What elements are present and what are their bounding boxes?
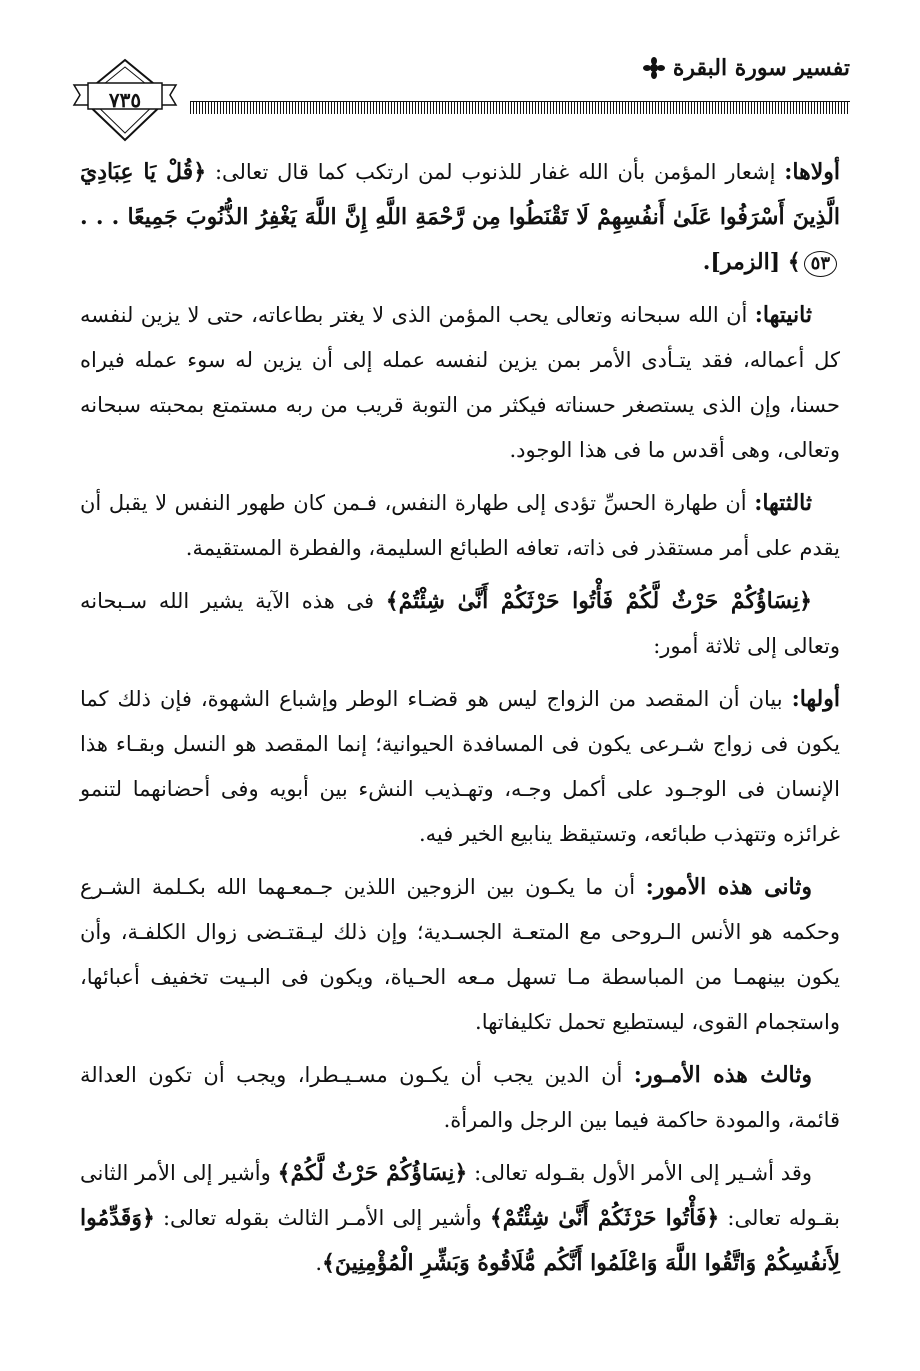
paragraph-matter-two <box>80 865 840 1045</box>
page-number: ٧٣٥ <box>108 88 142 112</box>
paragraph-lead: ثالثتها: <box>754 490 812 516</box>
quran-verse: ﴿فَأْتُوا حَرْثَكُمْ أَنَّىٰ شِئْتُمْ﴾ <box>489 1205 720 1231</box>
paragraph-text: أن الدين يجب أن يكـون مسـيـطرا، ويجب أن تكون العدالة قائمة، والمودة حاكمة فيما بين الرجل والمرأة. <box>80 1063 840 1132</box>
paragraph-lead: وثالث هذه الأمـور: <box>633 1062 813 1088</box>
quran-verse: ﴿نِسَاؤُكُمْ حَرْثٌ لَّكُمْ فَأْتُوا حَرْثَكُمْ أَنَّىٰ شِئْتُمْ﴾ <box>385 588 812 614</box>
quran-verse: ﴿قُلْ يَا عِبَادِيَ الَّذِينَ أَسْرَفُوا عَلَىٰ أَنفُسِهِمْ لَا تَقْنَطُوا مِن رَّحْمَةِ اللَّهِ إِنَّ اللَّهَ يَغْفِرُ الذُّنُوبَ جَمِيعًا . . . <box>80 159 840 230</box>
paragraph-text: وأشير إلى الأمـر الثالث بقوله تعالى: <box>154 1206 490 1230</box>
paragraph-text: أن ما يكـون بين الزوجين اللذين جـمعـهما الله بكـلمة الشـرع وحكمه هو الأنس الـروحى مع المتعـة الجسـدية؛ وإن ذلك ليـقتـضى زوال الكلفـة، وأن يكون بينهمـا من المباسطة مـا تسهل مـعه الحـياة، ويكون فى البـيت تخفيف أعبائها، واستجمام القوى، ليستطيع تحمل تكليفاتها. <box>80 875 840 1034</box>
paragraph-matter-one <box>80 677 840 857</box>
paragraph-text: فى هذه الآية يشير الله سـبحانه وتعالى إلى ثلاثة أمور: <box>80 589 840 658</box>
paragraph-lead: أولها: <box>791 686 840 712</box>
paragraph-summary <box>80 1151 840 1286</box>
page-number-badge <box>70 55 180 145</box>
paragraph-verse-intro <box>80 579 840 669</box>
paragraph-lead: ثانيتها: <box>754 302 812 328</box>
paragraph-text: أن الله سبحانه وتعالى يحب المؤمن الذى لا يغتر بطاعاته، حتى لا يزين لنفسه كل أعماله، فقد يتـأدى الأمر بمن يزين لنفسه عمله إلى أن يزين له سوء عمله فيراه حسنا، وإن الذى يستصغر حسناته فيكثر من التوبة قريب من ربه مستمتع بمحبته سبحانه وتعالى، وهى أقدس ما فى هذا الوجود. <box>80 303 840 462</box>
paragraph-text: وأشير إلى الأمر الثانى بقـوله تعالى: <box>80 1161 841 1230</box>
paragraph-text: . <box>315 1251 322 1275</box>
flower-ornament-icon <box>643 57 665 79</box>
header-rule <box>190 101 850 114</box>
quran-verse: ﴿وَقَدِّمُوا لِأَنفُسِكُمْ وَاتَّقُوا اللَّهَ وَاعْلَمُوا أَنَّكُم مُّلَاقُوهُ وَبَشِّرِ الْمُؤْمِنِينَ﴾ <box>80 1205 840 1276</box>
quran-verse: ﴿نِسَاؤُكُمْ حَرْثٌ لَّكُمْ﴾ <box>277 1160 468 1186</box>
paragraph-third-point <box>80 481 840 571</box>
paragraph-lead: أولاها: <box>784 159 840 185</box>
paragraph-second-point <box>80 293 840 473</box>
page-header <box>70 55 850 125</box>
paragraph-text: إشعار المؤمن بأن الله غفار للذنوب لمن ارتكب كما قال تعالى: <box>206 160 785 184</box>
paragraph-lead: وثانى هذه الأمور: <box>645 874 812 900</box>
running-title <box>643 55 850 81</box>
page-body <box>80 150 840 1294</box>
paragraph-text: أن طهارة الحسِّ تؤدى إلى طهارة النفس، فـمن كان طهور النفس لا يقبل أن يقدم على أمر مستقذر فى ذاته، تعافه الطبائع السليمة، والفطرة المستقيمة. <box>80 491 840 560</box>
paragraph-text: وقد أشـير إلى الأمر الأول بقـوله تعالى: <box>467 1161 813 1185</box>
page-title: تفسير سورة البقرة <box>672 55 850 81</box>
surah-reference: ﴾ [الزمر]. <box>702 249 801 275</box>
paragraph-text: بيان أن المقصد من الزواج ليس هو قضـاء الوطر وإشباع الشهوة، فإن ذلك كما يكون فى زواج شـرعى يكون فى المسافدة الحيوانية؛ إنما المقصد هو النسل وبقـاء هذا الإنسان فى الوجـود على أكمل وجـه، وتهـذيب النشء بين أبويه وفى أحضانهما لتنمو غرائزه وتتهذب طبائعه، وتستيقظ ينابيع الخير فيه. <box>80 687 840 846</box>
paragraph-matter-three <box>80 1053 840 1143</box>
paragraph-first-point <box>80 150 840 285</box>
verse-number-badge: ٥٣ <box>804 251 837 277</box>
